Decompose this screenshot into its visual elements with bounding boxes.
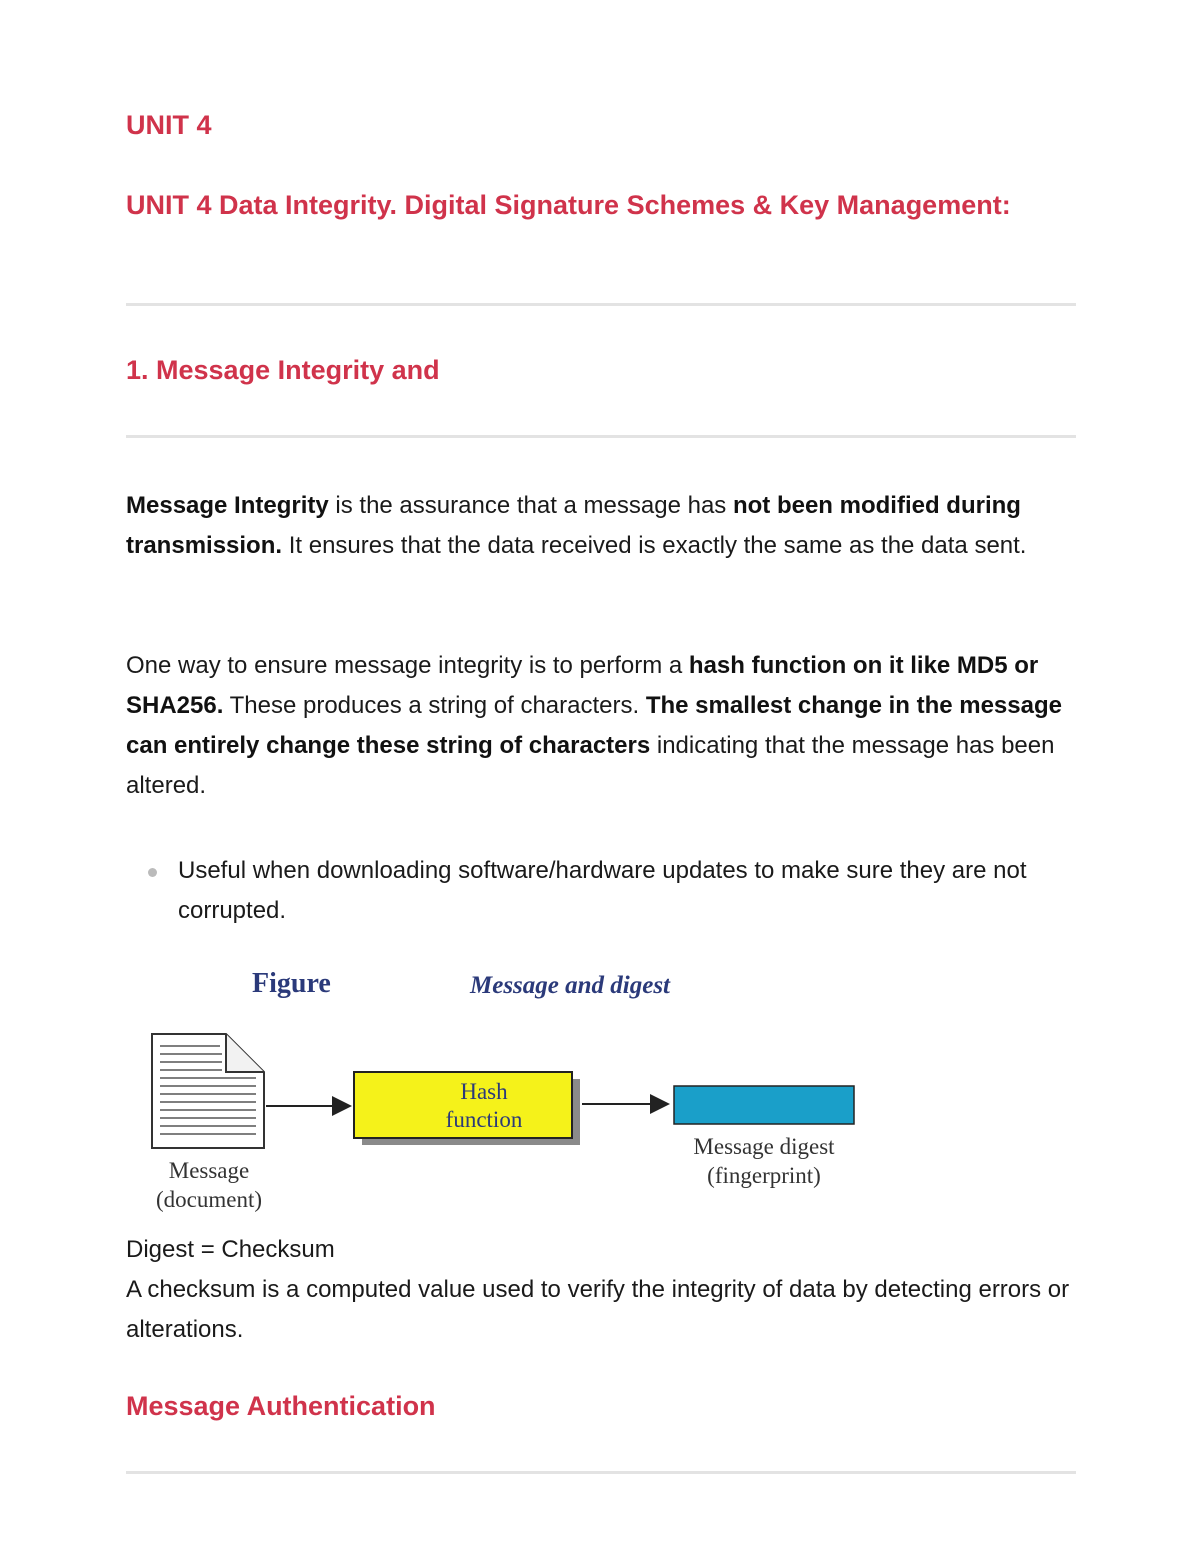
document-icon [152, 1034, 264, 1148]
paragraph-text: indicating that the message has been altered. [126, 732, 1055, 799]
figure-message-digest [126, 962, 886, 1220]
paragraph-message-integrity [126, 486, 1076, 566]
hash-label-line: function [445, 1107, 523, 1132]
checksum-text [126, 1230, 1076, 1350]
paragraph-text: It ensures that the data received is exactly the same as the data sent. [282, 532, 1027, 559]
paragraph-hash-function [126, 646, 1076, 806]
checksum-line: Digest = Checksum [126, 1236, 335, 1263]
list-item [178, 851, 1058, 931]
paragraph-text: These produces a string of characters. [223, 692, 646, 719]
unit-title: UNIT 4 Data Integrity. Digital Signature Schemes & Key Management: [126, 190, 1011, 220]
bold-text: hash function on it like MD5 or SHA256. [126, 652, 1039, 719]
bold-text: Message Integrity [126, 492, 329, 519]
bold-text: not been modified during transmission. [126, 492, 1021, 559]
divider [126, 1471, 1076, 1474]
paragraph-text: One way to ensure message integrity is to perform a [126, 652, 689, 679]
bullet-icon [148, 868, 157, 877]
paragraph-text: is the assurance that a message has [328, 492, 733, 519]
message-label-line: (document) [155, 1187, 262, 1212]
digest-label-line: Message digest [693, 1134, 835, 1159]
checksum-definition: A checksum is a computed value used to verify the integrity of data by detecting errors or alterations. [126, 1276, 1070, 1343]
figure-caption: Message and digest [470, 972, 670, 999]
message-digest-box [674, 1086, 854, 1124]
message-digest-label [654, 1132, 874, 1190]
unit-label: UNIT 4 [126, 110, 212, 140]
message-document-label [126, 1156, 292, 1214]
section-heading-message-integrity: 1. Message Integrity and [126, 355, 440, 385]
bold-text: The smallest change in the message can entirely change these string of characters [126, 692, 1062, 759]
section-heading-message-authentication: Message Authentication [126, 1391, 436, 1421]
digest-label-line: (fingerprint) [707, 1163, 821, 1188]
list-item-text: Useful when downloading software/hardware updates to make sure they are not corrupted. [178, 857, 1027, 924]
hash-label-line: Hash [460, 1079, 508, 1104]
divider [126, 303, 1076, 306]
message-label-line: Message [168, 1158, 250, 1183]
hash-function-label [424, 1078, 544, 1134]
figure-label: Figure [252, 968, 331, 999]
divider [126, 435, 1076, 438]
